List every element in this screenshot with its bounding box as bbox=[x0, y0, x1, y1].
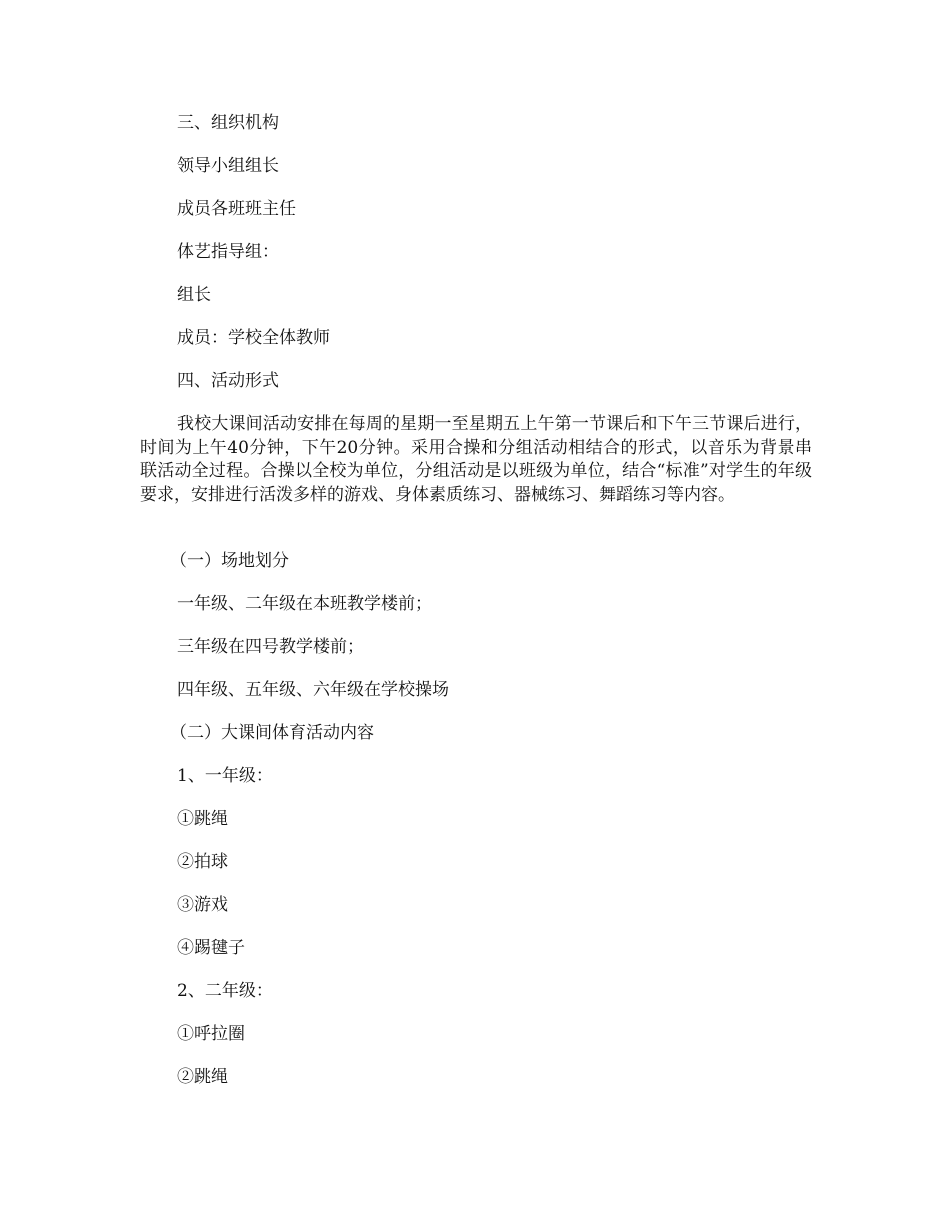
venue-item: 一年级、二年级在本班教学楼前； bbox=[177, 594, 432, 614]
body-paragraph: 我校大课间活动安排在每周的星期一至星期五上午第一节课后和下午三节课后进行，时间为上午40分钟，下午20分钟。采用合操和分组活动相结合的形式，以音乐为背景串联活动全过程。合操以全校为单位，分组活动是以班级为单位，结合“标准”对学生的年级要求，安排进行活泼多样的游戏、身体素质练习、器械练习、舞蹈练习等内容。 bbox=[140, 414, 812, 505]
venue-item: 四年级、五年级、六年级在学校操场 bbox=[177, 680, 449, 700]
grade1-heading: 1、一年级： bbox=[177, 766, 273, 786]
list-item: ②跳绳 bbox=[177, 1067, 228, 1087]
list-item: ①跳绳 bbox=[177, 809, 228, 829]
text-line-leader: 领导小组组长 bbox=[177, 156, 279, 176]
section-heading-activity-form: 四、活动形式 bbox=[177, 371, 279, 391]
grade2-heading: 2、二年级： bbox=[177, 981, 273, 1001]
text-line-group-leader: 组长 bbox=[177, 285, 211, 305]
venue-item: 三年级在四号教学楼前； bbox=[177, 637, 364, 657]
section-heading-organization: 三、组织机构 bbox=[177, 113, 279, 133]
list-item: ④踢毽子 bbox=[177, 938, 245, 958]
text-line-members: 成员各班班主任 bbox=[177, 199, 296, 219]
list-item: ②拍球 bbox=[177, 852, 228, 872]
list-item: ③游戏 bbox=[177, 895, 228, 915]
subsection-heading-activities: （二）大课间体育活动内容 bbox=[170, 723, 374, 743]
text-line-group-members: 成员：学校全体教师 bbox=[177, 328, 330, 348]
list-item: ①呼拉圈 bbox=[177, 1024, 245, 1044]
text-line-sports-group: 体艺指导组： bbox=[177, 242, 279, 262]
subsection-heading-venue: （一）场地划分 bbox=[170, 551, 289, 571]
